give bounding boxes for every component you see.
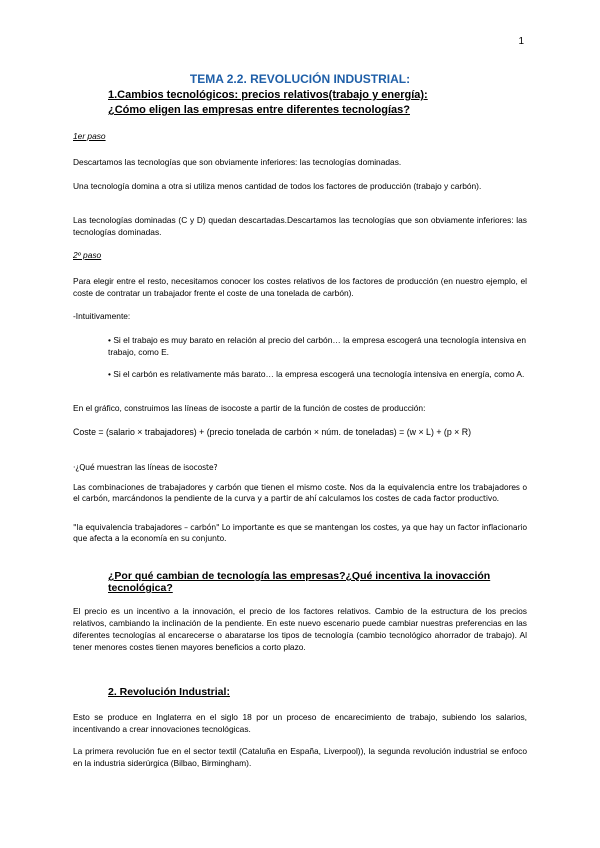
intuitive-label: -Intuitivamente:	[73, 311, 131, 321]
document-title: TEMA 2.2. REVOLUCIÓN INDUSTRIAL:	[189, 72, 411, 86]
bullet-labor-cheap: • Si el trabajo es muy barato en relación al precio del carbón… la empresa escogerá una tecnología intensiva en trabajo, como E.	[108, 335, 526, 357]
paragraph-domination-definition: Una tecnología domina a otra si utiliza menos cantidad de todos los factores de producción (trabajo y carbón).	[73, 181, 482, 191]
page-number: 1	[518, 36, 524, 47]
isocost-question: ·¿Qué muestran las líneas de isocoste?	[73, 463, 218, 472]
section-heading-1: 1.Cambios tecnológicos: precios relativos(trabajo y energía):	[108, 89, 428, 101]
paragraph-discarded-tech: Las tecnologías dominadas (C y D) quedan descartadas.Descartamos las tecnologías que son obviamente inferiores: las tecnologías dominadas.	[73, 215, 527, 237]
cost-formula: Coste = (salario × trabajadores) + (precio tonelada de carbón × núm. de toneladas) = (w × L) + (p × R)	[73, 427, 472, 437]
paragraph-first-second-revolution: La primera revolución fue en el sector textil (Cataluña en España, Liverpool)), la segunda revolución industrial se enfoco en la industria siderúrgica (Bilbao, Birmingham).	[73, 746, 527, 768]
section-heading-tech-change: ¿Por qué cambian de tecnología las empresas?¿Qué incentiva la inovacción tecnológica?	[108, 570, 491, 594]
paragraph-england-18th-century: Esto se produce en Inglaterra en el siglo 18 por un proceso de encarecimiento de trabajo, subiendo los salarios, incentivando a crear innovaciones tecnológicas.	[73, 712, 527, 734]
section-heading-industrial-revolution: 2. Revolución Industrial:	[108, 686, 230, 698]
paragraph-price-incentive: El precio es un incentivo a la innovación, el precio de los factores relativos. Cambio de la estructura de los precios relativos, cambiando la inclinación de la pendiente. En este nuevo escenario puede cambiar nuestras preferencias en las diferentes tecnologías al encarecerse o abaratarse los tipos de tecnología (cambio tecnológico ahorrador de trabajo). Al tener menores costes tienen mayores beneficios a corto plazo.	[73, 606, 527, 652]
paragraph-relative-costs: Para elegir entre el resto, necesitamos conocer los costes relativos de los factores de producción (en nuestro ejemplo, el coste de contratar un trabajador frente el coste de una tonelada de carbón).	[73, 276, 527, 298]
paragraph-isocost-construction: En el gráfico, construimos las líneas de isocoste a partir de la función de costes de producción:	[73, 403, 426, 413]
bullet-coal-cheap: • Si el carbón es relativamente más barato… la empresa escogerá una tecnología intensiva en energía, como A.	[108, 369, 525, 379]
step-2-label: 2º paso	[73, 250, 102, 260]
paragraph-dominated-tech: Descartamos las tecnologías que son obviamente inferiores: las tecnologías dominadas.	[73, 157, 402, 167]
section-question-heading: ¿Cómo eligen las empresas entre diferentes tecnologías?	[108, 104, 410, 116]
isocost-answer: Las combinaciones de trabajadores y carbón que tienen el mismo coste. Nos da la equivalencia entre los trabajadores o el carbón, marcándonos la pendiente de la curva y a partir de ahí calculamos los costes de cada factor productivo.	[73, 483, 527, 503]
step-1-label: 1er paso	[73, 131, 106, 141]
equivalence-note: "la equivalencia trabajadores – carbón" Lo importante es que se mantengan los costes, ya que hay un factor inflacionario que afecta a la economía en su conjunto.	[73, 523, 527, 543]
